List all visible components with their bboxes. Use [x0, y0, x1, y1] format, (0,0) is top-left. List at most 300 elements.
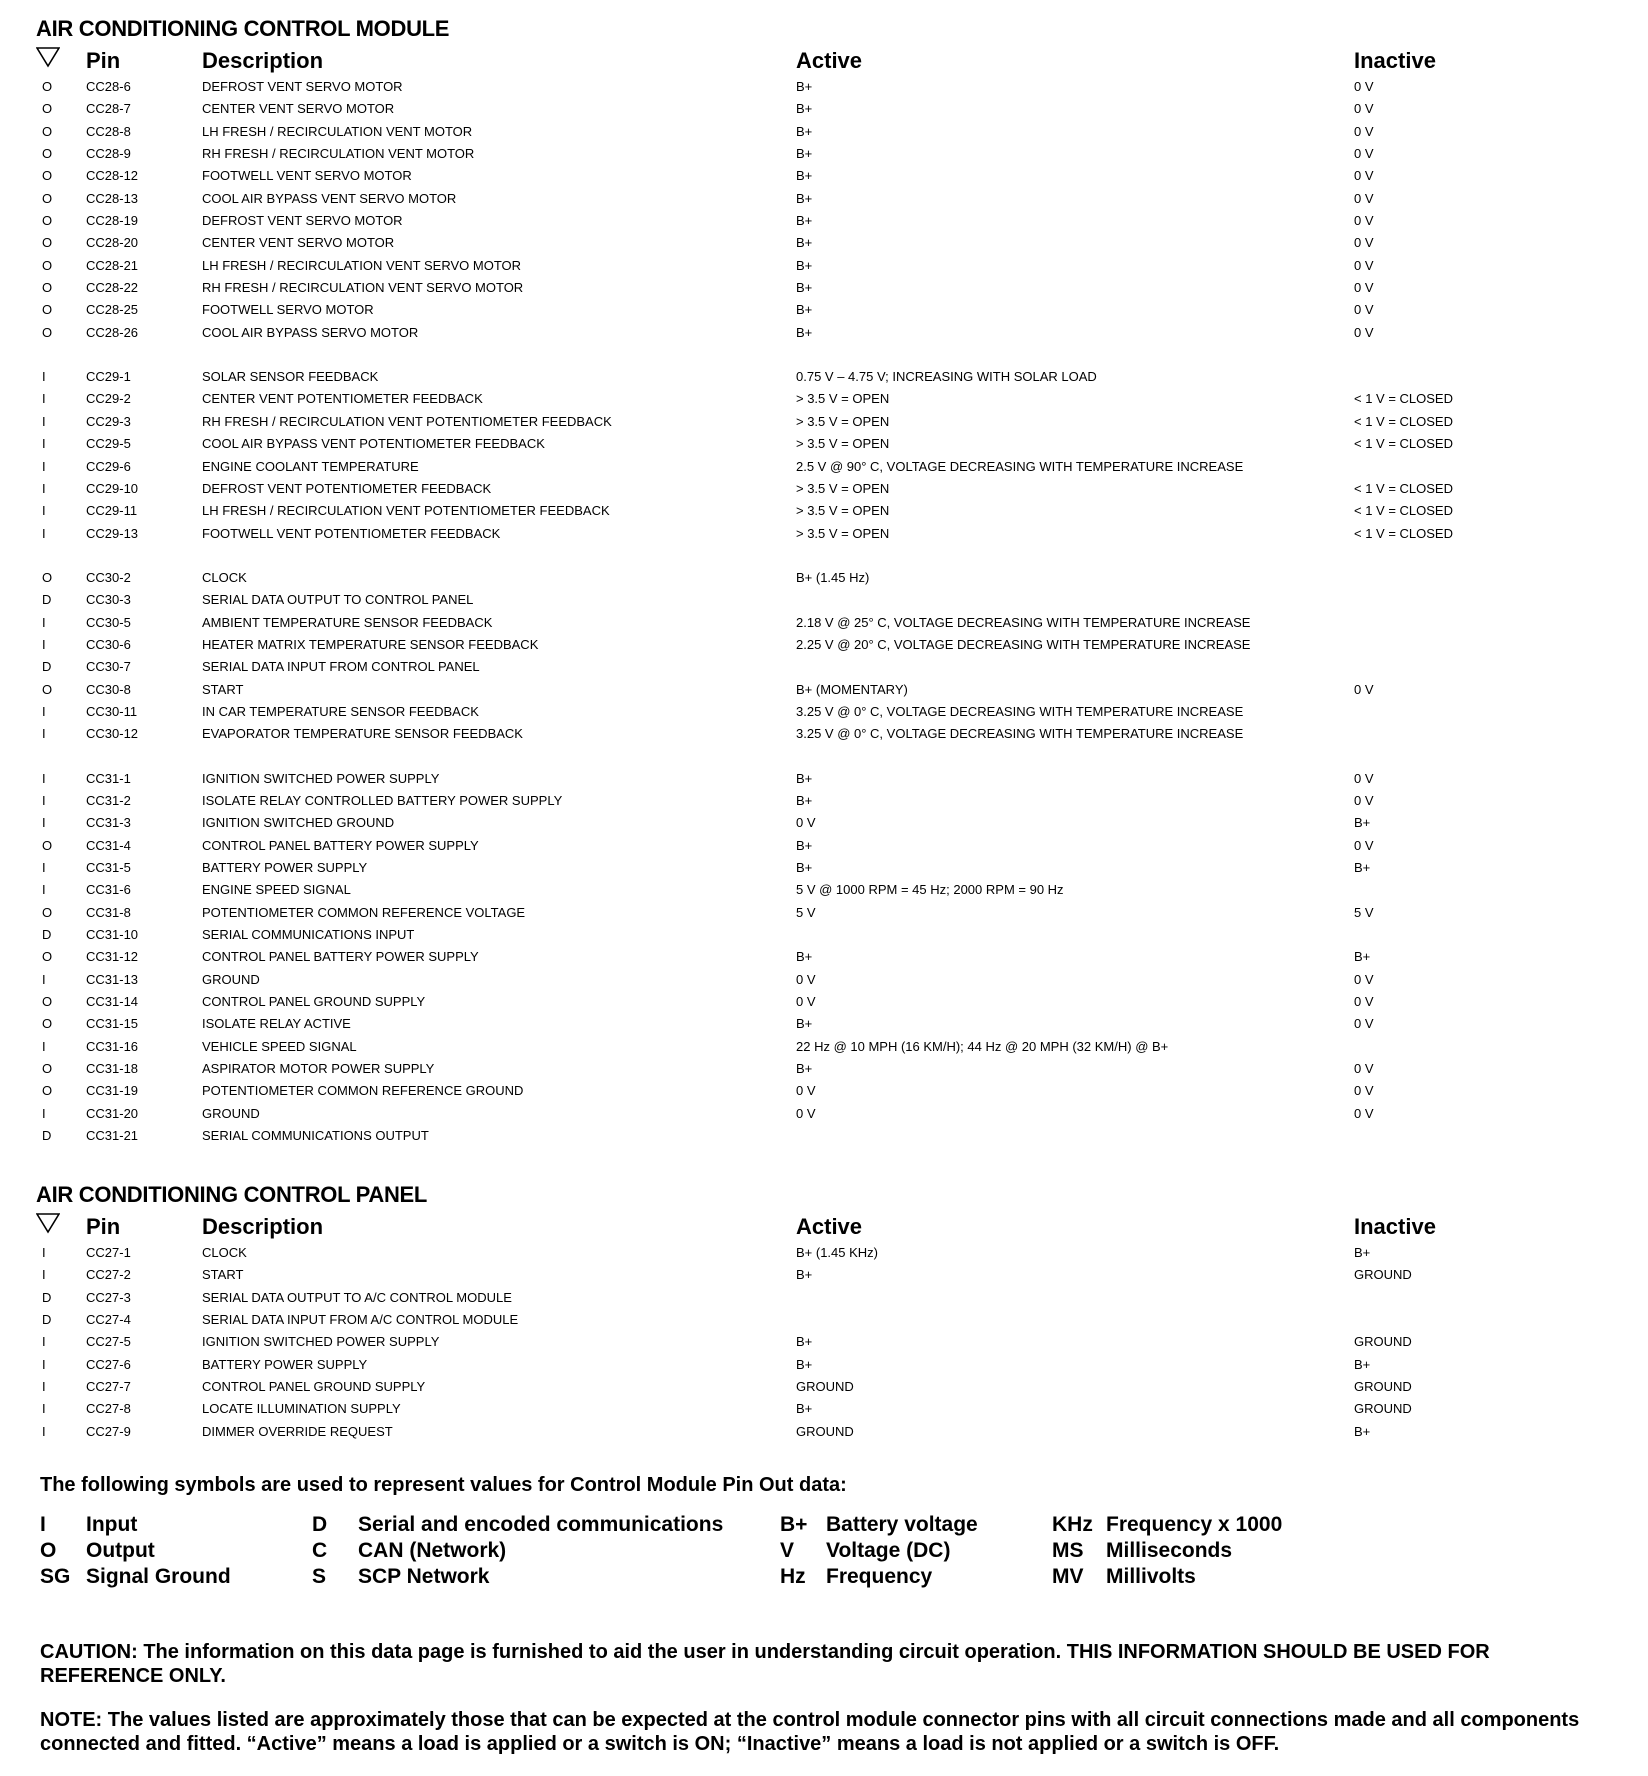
pin-active-value: 3.25 V @ 0° C, VOLTAGE DECREASING WITH TEMPERATURE INCREASE — [796, 726, 1244, 742]
legend-row — [40, 1538, 1600, 1564]
pin-id: CC28-7 — [86, 101, 131, 117]
pin-active-value: 0 V — [796, 971, 816, 987]
pin-inactive-value: 0 V — [1354, 302, 1374, 318]
pin-id: CC31-10 — [86, 927, 139, 943]
pin-row — [36, 322, 1636, 344]
pin-row — [36, 1058, 1636, 1080]
pin-inactive-value: 0 V — [1354, 324, 1374, 340]
pin-active-value: 0 V — [796, 815, 816, 831]
pin-type: O — [42, 101, 53, 117]
header-description: Description — [202, 1214, 324, 1239]
pin-type: I — [42, 815, 46, 831]
pin-row — [36, 456, 1636, 478]
pin-description: CONTROL PANEL GROUND SUPPLY — [202, 994, 426, 1010]
pin-description: CONTROL PANEL BATTERY POWER SUPPLY — [202, 837, 479, 853]
pin-inactive-value: 0 V — [1354, 101, 1374, 117]
pin-type: O — [42, 681, 53, 697]
pin-type: I — [42, 1401, 46, 1417]
pin-id: CC29-6 — [86, 458, 131, 474]
pin-inactive-value: 0 V — [1354, 1083, 1374, 1099]
pin-active-value: B+ — [796, 770, 813, 786]
pin-active-value: B+ — [796, 1401, 813, 1417]
pin-row — [36, 255, 1636, 277]
pin-id: CC28-6 — [86, 79, 131, 94]
pin-description: GROUND — [202, 1105, 260, 1121]
pin-active-value: B+ — [796, 280, 813, 296]
pin-description: RH FRESH / RECIRCULATION VENT SERVO MOTOR — [202, 280, 524, 296]
pin-inactive-value: 0 V — [1354, 994, 1374, 1010]
pin-inactive-value: < 1 V = CLOSED — [1354, 413, 1453, 429]
pin-description: COOL AIR BYPASS VENT SERVO MOTOR — [202, 190, 457, 206]
pin-description: CLOCK — [202, 569, 247, 585]
pin-id: CC31-15 — [86, 1016, 139, 1032]
pin-description: AMBIENT TEMPERATURE SENSOR FEEDBACK — [202, 614, 493, 630]
pin-inactive-value: < 1 V = CLOSED — [1354, 525, 1453, 541]
pin-inactive-value: 0 V — [1354, 190, 1374, 206]
pin-active-value: > 3.5 V = OPEN — [796, 525, 890, 541]
pin-description: IGNITION SWITCHED POWER SUPPLY — [202, 1334, 440, 1350]
pin-active-value: B+ — [796, 235, 813, 251]
pin-id: CC31-3 — [86, 815, 131, 831]
pin-id: CC30-5 — [86, 614, 131, 630]
pin-type: O — [42, 302, 53, 318]
pin-inactive-value: GROUND — [1354, 1379, 1412, 1395]
legend-meaning: Frequency x 1000 — [1106, 1513, 1283, 1536]
pin-description: LH FRESH / RECIRCULATION VENT SERVO MOTOR — [202, 257, 522, 273]
pin-row — [36, 701, 1636, 723]
pin-type: I — [42, 1105, 46, 1121]
pin-type: O — [42, 994, 53, 1010]
pin-inactive-value: B+ — [1354, 1423, 1371, 1439]
pin-active-value: 2.5 V @ 90° C, VOLTAGE DECREASING WITH TEMPERATURE INCREASE — [796, 458, 1244, 474]
pin-row — [36, 991, 1636, 1013]
pin-id: CC29-11 — [86, 503, 138, 519]
pin-active-value: B+ — [796, 146, 813, 162]
pin-type: I — [42, 1356, 46, 1372]
pin-type: O — [42, 1083, 53, 1099]
legend-symbol: B+ — [780, 1513, 808, 1536]
legend-row — [40, 1564, 1600, 1590]
legend-meaning: Output — [86, 1539, 155, 1562]
pin-row — [36, 478, 1636, 500]
legend-symbol: SG — [40, 1565, 71, 1588]
pin-description: FOOTWELL VENT SERVO MOTOR — [202, 168, 412, 184]
pin-id: CC31-13 — [86, 971, 139, 987]
pin-description: ISOLATE RELAY CONTROLLED BATTERY POWER SUPPLY — [202, 792, 563, 808]
pin-type: O — [42, 257, 53, 273]
pin-inactive-value: 0 V — [1354, 79, 1374, 94]
pin-description: VEHICLE SPEED SIGNAL — [202, 1038, 357, 1054]
pin-active-value: B+ (1.45 Hz) — [796, 569, 870, 585]
group-spacer — [36, 746, 1636, 768]
pin-row — [36, 299, 1636, 321]
pin-description: FOOTWELL VENT POTENTIOMETER FEEDBACK — [202, 525, 501, 541]
pin-active-value: 2.18 V @ 25° C, VOLTAGE DECREASING WITH TEMPERATURE INCREASE — [796, 614, 1251, 630]
pin-description: ENGINE COOLANT TEMPERATURE — [202, 458, 419, 474]
pin-row — [36, 723, 1636, 745]
pin-type: D — [42, 1289, 52, 1305]
pin-id: CC31-5 — [86, 860, 131, 875]
pin-id: CC31-18 — [86, 1061, 139, 1077]
panel-title: AIR CONDITIONING CONTROL PANEL — [36, 1182, 428, 1207]
pin-inactive-value: GROUND — [1354, 1267, 1412, 1283]
pin-active-value: B+ — [796, 190, 813, 206]
pin-active-value: B+ (1.45 KHz) — [796, 1245, 879, 1260]
pin-active-value: 0 V — [796, 1083, 816, 1099]
legend-meaning: Milliseconds — [1106, 1539, 1233, 1562]
pin-inactive-value: 5 V — [1354, 904, 1374, 920]
pin-description: COOL AIR BYPASS VENT POTENTIOMETER FEEDBACK — [202, 436, 545, 452]
pin-type: O — [42, 235, 53, 251]
pin-row — [36, 1354, 1636, 1376]
pin-description: IGNITION SWITCHED POWER SUPPLY — [202, 770, 440, 786]
pin-description: SERIAL DATA INPUT FROM A/C CONTROL MODULE — [202, 1312, 519, 1328]
pin-type: I — [42, 369, 46, 385]
pin-row — [36, 634, 1636, 656]
pin-inactive-value: 0 V — [1354, 146, 1374, 162]
pin-active-value: 5 V @ 1000 RPM = 45 Hz; 2000 RPM = 90 Hz — [796, 882, 1064, 898]
pin-description: POTENTIOMETER COMMON REFERENCE VOLTAGE — [202, 904, 526, 920]
pin-description: DEFROST VENT POTENTIOMETER FEEDBACK — [202, 480, 492, 496]
pin-type: O — [42, 123, 53, 139]
legend-symbol: MS — [1052, 1539, 1084, 1562]
pin-inactive-value: 0 V — [1354, 792, 1374, 808]
pin-row — [36, 612, 1636, 634]
pin-active-value: GROUND — [796, 1379, 854, 1395]
pin-active-value: B+ — [796, 257, 813, 273]
pin-description: LH FRESH / RECIRCULATION VENT MOTOR — [202, 123, 473, 139]
pin-inactive-value: 0 V — [1354, 681, 1374, 697]
pin-active-value: 0 V — [796, 1105, 816, 1121]
pin-type: O — [42, 569, 53, 585]
symbol-legend — [40, 1512, 1600, 1590]
pin-active-value: 0.75 V – 4.75 V; INCREASING WITH SOLAR LOAD — [796, 369, 1097, 385]
pin-id: CC30-8 — [86, 681, 131, 697]
pin-active-value: B+ — [796, 1356, 813, 1372]
pin-row — [36, 143, 1636, 165]
pin-id: CC30-6 — [86, 636, 131, 652]
pin-id: CC30-3 — [86, 592, 131, 608]
pin-active-value: B+ — [796, 792, 813, 808]
pin-id: CC29-5 — [86, 436, 131, 452]
panel-table-header — [36, 1210, 1636, 1242]
pin-row — [36, 812, 1636, 834]
pin-type: I — [42, 1245, 46, 1260]
pin-active-value: > 3.5 V = OPEN — [796, 480, 890, 496]
pin-active-value: 2.25 V @ 20° C, VOLTAGE DECREASING WITH TEMPERATURE INCREASE — [796, 636, 1251, 652]
pin-type: O — [42, 190, 53, 206]
legend-symbol: I — [40, 1513, 46, 1536]
header-pin: Pin — [86, 1214, 121, 1239]
legend-symbol: O — [40, 1539, 57, 1562]
pin-id: CC31-2 — [86, 792, 131, 808]
pin-active-value: B+ — [796, 1016, 813, 1032]
pin-description: SOLAR SENSOR FEEDBACK — [202, 369, 379, 385]
pin-type: O — [42, 146, 53, 162]
pin-description: DIMMER OVERRIDE REQUEST — [202, 1423, 393, 1439]
pin-row — [36, 1103, 1636, 1125]
legend-meaning: Voltage (DC) — [826, 1539, 951, 1562]
pin-inactive-value: 0 V — [1354, 837, 1374, 853]
pin-description: SERIAL COMMUNICATIONS OUTPUT — [202, 1128, 429, 1144]
pin-description: IGNITION SWITCHED GROUND — [202, 815, 395, 831]
pin-inactive-value: 0 V — [1354, 280, 1374, 296]
pin-row — [36, 1264, 1636, 1286]
pin-id: CC29-2 — [86, 391, 131, 407]
pin-id: CC31-16 — [86, 1038, 139, 1054]
pin-description: HEATER MATRIX TEMPERATURE SENSOR FEEDBACK — [202, 636, 539, 652]
pin-active-value: > 3.5 V = OPEN — [796, 436, 890, 452]
pin-type: I — [42, 1423, 46, 1439]
legend-meaning: SCP Network — [358, 1565, 490, 1588]
pin-id: CC28-9 — [86, 146, 131, 162]
pin-type: I — [42, 480, 46, 496]
pin-type: O — [42, 1061, 53, 1077]
pin-row — [36, 433, 1636, 455]
pin-row — [36, 165, 1636, 187]
pin-id: CC27-9 — [86, 1423, 131, 1439]
caution-text: CAUTION: The information on this data page is furnished to aid the user in understanding circuit operation. THIS INFORMATION SHOULD BE USED FOR REFERENCE ONLY. — [40, 1641, 1490, 1687]
pin-row — [36, 411, 1636, 433]
pin-type: O — [42, 213, 53, 229]
pin-inactive-value: 0 V — [1354, 123, 1374, 139]
pin-id: CC31-21 — [86, 1128, 139, 1144]
pin-description: START — [202, 1267, 244, 1283]
pin-row — [36, 1287, 1636, 1309]
pin-row — [36, 366, 1636, 388]
pin-type: I — [42, 391, 46, 407]
triangle-type-icon — [36, 46, 60, 68]
pin-description: BATTERY POWER SUPPLY — [202, 860, 368, 875]
pin-id: CC31-6 — [86, 882, 131, 898]
pin-type: I — [42, 726, 46, 742]
legend-meaning: Serial and encoded communications — [358, 1513, 724, 1536]
pin-type: D — [42, 1128, 52, 1144]
pin-row — [36, 121, 1636, 143]
pin-description: GROUND — [202, 971, 260, 987]
pin-description: SERIAL COMMUNICATIONS INPUT — [202, 927, 415, 943]
pin-active-value: 0 V — [796, 994, 816, 1010]
pin-description: CENTER VENT POTENTIOMETER FEEDBACK — [202, 391, 483, 407]
legend-symbol: KHz — [1052, 1513, 1093, 1536]
pin-row — [36, 1013, 1636, 1035]
pin-inactive-value: < 1 V = CLOSED — [1354, 503, 1453, 519]
pin-id: CC27-4 — [86, 1312, 131, 1328]
pin-description: SERIAL DATA INPUT FROM CONTROL PANEL — [202, 659, 480, 675]
pin-id: CC29-13 — [86, 525, 139, 541]
pin-row — [36, 1398, 1636, 1420]
pin-type: I — [42, 503, 46, 519]
legend-symbol: Hz — [780, 1565, 806, 1588]
legend-symbol: D — [312, 1513, 328, 1536]
pin-row — [36, 790, 1636, 812]
pin-row — [36, 879, 1636, 901]
pin-type: O — [42, 280, 53, 296]
pin-row — [36, 969, 1636, 991]
header-active: Active — [796, 48, 863, 73]
header-inactive: Inactive — [1354, 48, 1436, 73]
pin-row — [36, 76, 1636, 98]
pin-id: CC28-20 — [86, 235, 139, 251]
pin-id: CC27-8 — [86, 1401, 131, 1417]
pin-id: CC30-7 — [86, 659, 131, 675]
pin-type: O — [42, 949, 53, 965]
pin-id: CC29-3 — [86, 413, 131, 429]
pin-description: CENTER VENT SERVO MOTOR — [202, 235, 395, 251]
pin-description: RH FRESH / RECIRCULATION VENT POTENTIOMETER FEEDBACK — [202, 413, 612, 429]
pin-inactive-value: 0 V — [1354, 1016, 1374, 1032]
legend-symbol: V — [780, 1539, 795, 1562]
pin-inactive-value: B+ — [1354, 1245, 1371, 1260]
pin-row — [36, 188, 1636, 210]
pin-active-value: > 3.5 V = OPEN — [796, 413, 890, 429]
legend-symbol: S — [312, 1565, 327, 1588]
module-table-header — [36, 44, 1636, 76]
pin-type: O — [42, 837, 53, 853]
pin-inactive-value: B+ — [1354, 949, 1371, 965]
pin-row — [36, 589, 1636, 611]
pin-inactive-value: B+ — [1354, 860, 1371, 875]
pin-id: CC30-12 — [86, 726, 139, 742]
pin-id: CC28-22 — [86, 280, 139, 296]
pin-type: I — [42, 770, 46, 786]
pin-id: CC27-2 — [86, 1267, 131, 1283]
pin-type: I — [42, 636, 46, 652]
pin-type: I — [42, 458, 46, 474]
group-spacer — [36, 545, 1636, 567]
pin-id: CC31-20 — [86, 1105, 139, 1121]
pin-id: CC28-12 — [86, 168, 139, 184]
pin-active-value: B+ — [796, 1267, 813, 1283]
legend-meaning: Frequency — [826, 1565, 933, 1588]
pin-row — [36, 1080, 1636, 1102]
pin-id: CC31-12 — [86, 949, 139, 965]
pin-id: CC28-25 — [86, 302, 139, 318]
pin-row — [36, 232, 1636, 254]
pin-inactive-value: GROUND — [1354, 1334, 1412, 1350]
pin-type: O — [42, 168, 53, 184]
pin-active-value: > 3.5 V = OPEN — [796, 391, 890, 407]
pin-id: CC31-1 — [86, 770, 131, 786]
pin-id: CC29-1 — [86, 369, 131, 385]
pin-row — [36, 857, 1636, 879]
legend-meaning: Millivolts — [1106, 1565, 1196, 1588]
pin-inactive-value: < 1 V = CLOSED — [1354, 436, 1453, 452]
module-table-body — [36, 76, 1636, 1147]
pin-type: I — [42, 614, 46, 630]
pin-id: CC31-4 — [86, 837, 131, 853]
pin-active-value: B+ — [796, 1061, 813, 1077]
pin-id: CC30-2 — [86, 569, 131, 585]
pin-type: O — [42, 79, 53, 94]
pin-row — [36, 656, 1636, 678]
control-module-section — [36, 14, 1636, 1147]
pin-id: CC27-6 — [86, 1356, 131, 1372]
pin-description: ASPIRATOR MOTOR POWER SUPPLY — [202, 1061, 435, 1077]
pin-row — [36, 210, 1636, 232]
pin-active-value: B+ — [796, 123, 813, 139]
pin-id: CC28-13 — [86, 190, 139, 206]
pin-type: O — [42, 1016, 53, 1032]
legend-meaning: CAN (Network) — [358, 1539, 507, 1562]
panel-table-body — [36, 1242, 1636, 1443]
pin-type: D — [42, 659, 52, 675]
pin-description: BATTERY POWER SUPPLY — [202, 1356, 368, 1372]
pin-inactive-value: 0 V — [1354, 971, 1374, 987]
pin-row — [36, 523, 1636, 545]
pin-type: I — [42, 703, 46, 719]
pin-type: O — [42, 904, 53, 920]
legend-intro: The following symbols are used to represent values for Control Module Pin Out data: — [40, 1474, 847, 1496]
pin-id: CC30-11 — [86, 703, 138, 719]
pin-description: CONTROL PANEL GROUND SUPPLY — [202, 1379, 426, 1395]
pin-inactive-value: 0 V — [1354, 1061, 1374, 1077]
pin-description: DEFROST VENT SERVO MOTOR — [202, 213, 403, 229]
pin-description: RH FRESH / RECIRCULATION VENT MOTOR — [202, 146, 475, 162]
pin-description: SERIAL DATA OUTPUT TO CONTROL PANEL — [202, 592, 474, 608]
pin-description: COOL AIR BYPASS SERVO MOTOR — [202, 324, 419, 340]
pin-type: I — [42, 1267, 46, 1283]
pin-row — [36, 567, 1636, 589]
pin-inactive-value: 0 V — [1354, 770, 1374, 786]
pin-row — [36, 1309, 1636, 1331]
pin-inactive-value: 0 V — [1354, 257, 1374, 273]
pin-description: EVAPORATOR TEMPERATURE SENSOR FEEDBACK — [202, 726, 523, 742]
pin-type: D — [42, 927, 52, 943]
pin-row — [36, 679, 1636, 701]
pin-id: CC29-10 — [86, 480, 139, 496]
header-active: Active — [796, 1214, 863, 1239]
pin-type: I — [42, 1334, 46, 1350]
note-text: NOTE: The values listed are approximately those that can be expected at the control module connector pins with all circuit connections made and all components connected and fitted. “Active” means a load is applied or a switch is ON; “Inactive” means a load is not applied or a switch is OFF. — [40, 1709, 1580, 1755]
pin-description: CONTROL PANEL BATTERY POWER SUPPLY — [202, 949, 479, 965]
pin-type: I — [42, 436, 46, 452]
pin-active-value: B+ — [796, 837, 813, 853]
pin-inactive-value: B+ — [1354, 1356, 1371, 1372]
pin-row — [36, 277, 1636, 299]
pin-row — [36, 924, 1636, 946]
pin-inactive-value: 0 V — [1354, 168, 1374, 184]
pin-id: CC27-1 — [86, 1245, 131, 1260]
pin-inactive-value: GROUND — [1354, 1401, 1412, 1417]
pin-type: I — [42, 860, 46, 875]
pin-description: IN CAR TEMPERATURE SENSOR FEEDBACK — [202, 703, 479, 719]
legend-meaning: Input — [86, 1513, 138, 1536]
legend-symbol: MV — [1052, 1565, 1084, 1588]
pin-inactive-value: 0 V — [1354, 1105, 1374, 1121]
legend-row — [40, 1512, 1600, 1538]
pin-id: CC27-7 — [86, 1379, 131, 1395]
pin-description: ISOLATE RELAY ACTIVE — [202, 1016, 351, 1032]
pin-description: ENGINE SPEED SIGNAL — [202, 882, 351, 898]
pin-id: CC28-26 — [86, 324, 139, 340]
pin-id: CC31-8 — [86, 904, 131, 920]
pin-type: I — [42, 882, 46, 898]
pin-inactive-value: 0 V — [1354, 213, 1374, 229]
pin-row — [36, 1125, 1636, 1147]
pin-description: CENTER VENT SERVO MOTOR — [202, 101, 395, 117]
pin-row — [36, 1376, 1636, 1398]
pin-active-value: > 3.5 V = OPEN — [796, 503, 890, 519]
pin-id: CC31-14 — [86, 994, 139, 1010]
pin-row — [36, 835, 1636, 857]
pin-row — [36, 500, 1636, 522]
pin-active-value: GROUND — [796, 1423, 854, 1439]
pin-active-value: 22 Hz @ 10 MPH (16 KM/H); 44 Hz @ 20 MPH (32 KM/H) @ B+ — [796, 1038, 1169, 1054]
pin-row — [36, 388, 1636, 410]
pin-type: I — [42, 1038, 46, 1054]
pin-type: I — [42, 971, 46, 987]
